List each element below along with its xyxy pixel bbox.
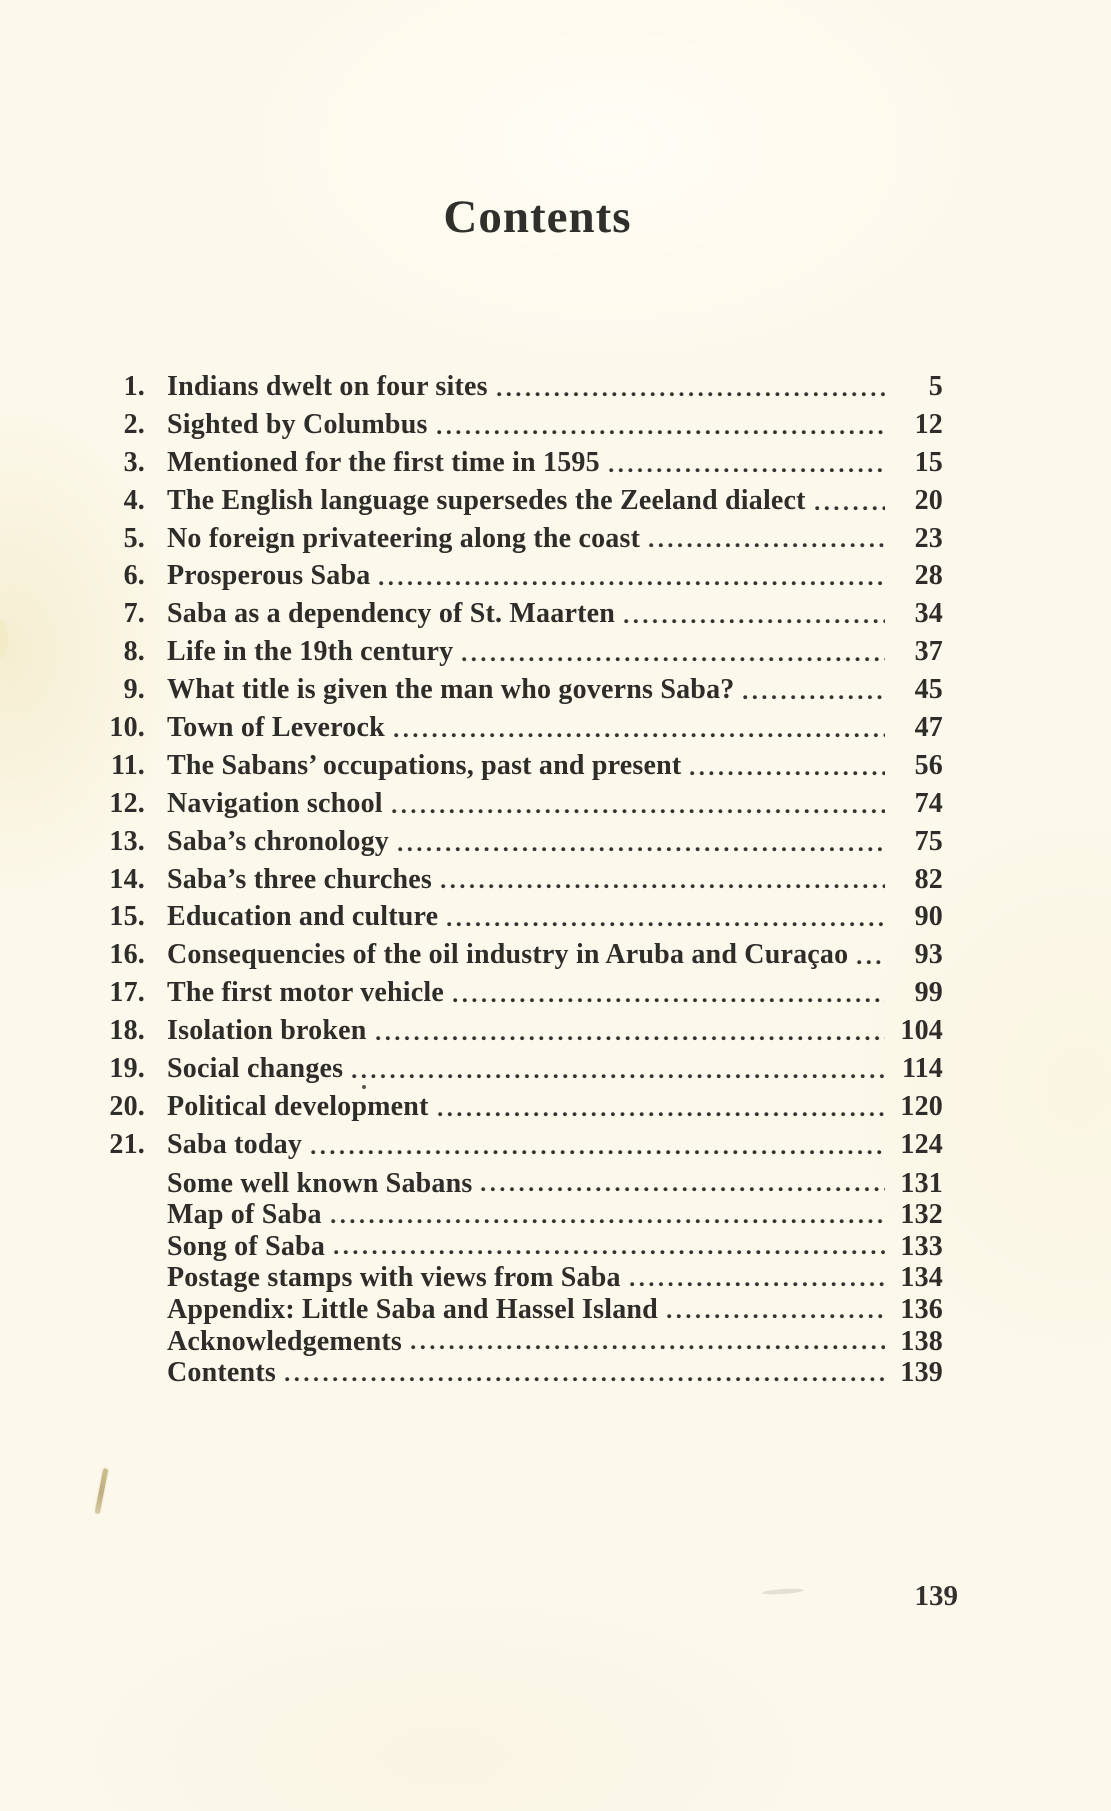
entry-number bbox=[105, 1326, 145, 1358]
entry-number bbox=[105, 1199, 145, 1231]
entry-title: Education and culture bbox=[167, 901, 439, 933]
entry-title: Mentioned for the first time in 1595 bbox=[167, 446, 600, 478]
entry-title: Saba’s three churches bbox=[167, 863, 433, 895]
toc-unnumbered-section bbox=[105, 1168, 943, 1389]
entry-title: What title is given the man who governs Saba? bbox=[167, 674, 735, 706]
leader-dots bbox=[374, 1012, 885, 1050]
entry-title: Saba today bbox=[167, 1128, 303, 1160]
entry-title: Saba as a dependency of St. Maarten bbox=[167, 598, 616, 630]
entry-page: 75 bbox=[914, 825, 943, 857]
leader-dots bbox=[436, 1088, 885, 1126]
entry-page: 134 bbox=[900, 1262, 943, 1294]
entry-number: 13. bbox=[109, 825, 145, 857]
entry-title: Town of Leverock bbox=[167, 712, 385, 744]
toc-entry bbox=[105, 861, 943, 899]
toc-entry bbox=[105, 898, 943, 936]
entry-number bbox=[105, 1262, 145, 1294]
leader-dots bbox=[479, 1168, 885, 1200]
entry-number: 4. bbox=[123, 484, 145, 516]
entry-number: 15. bbox=[109, 901, 145, 933]
entry-number: 21. bbox=[109, 1128, 145, 1160]
smudge-mark bbox=[762, 1588, 804, 1596]
entry-title: The English language supersedes the Zeeland dialect bbox=[167, 484, 806, 516]
toc-entry bbox=[105, 1199, 943, 1231]
entry-page: 131 bbox=[900, 1167, 943, 1199]
leader-dots bbox=[377, 557, 885, 595]
leader-dots bbox=[665, 1294, 885, 1326]
pen-mark bbox=[95, 1468, 109, 1514]
entry-title: Sighted by Columbus bbox=[167, 408, 428, 440]
entry-number bbox=[105, 1168, 145, 1200]
leader-dots bbox=[392, 709, 885, 747]
entry-number: 2. bbox=[123, 408, 145, 440]
leader-dots bbox=[495, 368, 885, 406]
entry-title: Postage stamps with views from Saba bbox=[167, 1262, 621, 1294]
entry-number: 14. bbox=[109, 863, 145, 895]
toc-entry bbox=[105, 1088, 943, 1126]
toc-entry bbox=[105, 785, 943, 823]
toc-entry bbox=[105, 1168, 943, 1200]
entry-page: 133 bbox=[900, 1230, 943, 1262]
leader-dots bbox=[435, 406, 885, 444]
entry-title: Isolation broken bbox=[167, 1015, 367, 1047]
toc-entry bbox=[105, 1262, 943, 1294]
entry-page: 124 bbox=[900, 1128, 943, 1160]
entry-title: Saba’s chronology bbox=[167, 825, 389, 857]
entry-page: 139 bbox=[900, 1357, 943, 1389]
entry-number: 10. bbox=[109, 712, 145, 744]
leader-dots bbox=[628, 1262, 885, 1294]
entry-title: The first motor vehicle bbox=[167, 977, 445, 1009]
entry-page: 20 bbox=[914, 484, 943, 516]
entry-page: 136 bbox=[900, 1294, 943, 1326]
entry-title: Social changes bbox=[167, 1053, 344, 1085]
entry-title: No foreign privateering along the coast bbox=[167, 522, 641, 554]
entry-page: 15 bbox=[914, 446, 943, 478]
entry-number: 6. bbox=[123, 560, 145, 592]
entry-number: 7. bbox=[123, 598, 145, 630]
entry-number: 9. bbox=[123, 674, 145, 706]
toc-entry bbox=[105, 1294, 943, 1326]
entry-number: 16. bbox=[109, 939, 145, 971]
entry-number bbox=[105, 1357, 145, 1389]
entry-number: 3. bbox=[123, 446, 145, 478]
entry-page: 37 bbox=[914, 636, 943, 668]
table-of-contents bbox=[105, 368, 943, 1389]
toc-entry bbox=[105, 1012, 943, 1050]
toc-entry bbox=[105, 1326, 943, 1358]
entry-number: 11. bbox=[110, 749, 145, 781]
entry-page: 90 bbox=[914, 901, 943, 933]
entry-page: 28 bbox=[914, 560, 943, 592]
entry-title: Prosperous Saba bbox=[167, 560, 371, 592]
entry-page: 82 bbox=[914, 863, 943, 895]
entry-title: Acknowledgements bbox=[167, 1325, 402, 1357]
toc-entry bbox=[105, 406, 943, 444]
toc-entry bbox=[105, 936, 943, 974]
toc-entry bbox=[105, 368, 943, 406]
toc-entry bbox=[105, 1357, 943, 1389]
toc-entry bbox=[105, 671, 943, 709]
entry-number: 1. bbox=[123, 371, 145, 402]
leader-dots bbox=[445, 898, 885, 936]
leader-dots bbox=[439, 861, 885, 899]
leader-dots bbox=[451, 974, 885, 1012]
entry-number: 18. bbox=[109, 1015, 145, 1047]
entry-page: 93 bbox=[914, 939, 943, 971]
toc-entry bbox=[105, 633, 943, 671]
entry-number: 8. bbox=[123, 636, 145, 668]
entry-number: 12. bbox=[109, 787, 145, 819]
leader-dots bbox=[390, 785, 885, 823]
leader-dots bbox=[309, 1126, 885, 1164]
entry-page: 5 bbox=[928, 371, 943, 402]
toc-entry bbox=[105, 557, 943, 595]
toc-entry bbox=[105, 595, 943, 633]
toc-entry bbox=[105, 823, 943, 861]
entry-title: Navigation school bbox=[167, 787, 383, 819]
leader-dots bbox=[813, 482, 885, 520]
entry-title: The Sabans’ occupations, past and present bbox=[167, 749, 682, 781]
entry-page: 114 bbox=[901, 1053, 943, 1085]
leader-dots bbox=[396, 823, 885, 861]
entry-number: 17. bbox=[109, 977, 145, 1009]
leader-dots bbox=[332, 1231, 885, 1263]
toc-entry bbox=[105, 1050, 943, 1088]
entry-page: 56 bbox=[914, 749, 943, 781]
entry-page: 138 bbox=[900, 1325, 943, 1357]
entry-page: 45 bbox=[914, 674, 943, 706]
entry-page: 12 bbox=[914, 408, 943, 440]
toc-entry bbox=[105, 974, 943, 1012]
page-title: Contents bbox=[443, 191, 632, 244]
entry-title: Political development bbox=[167, 1090, 429, 1122]
entry-number bbox=[105, 1294, 145, 1326]
leader-dots bbox=[460, 633, 885, 671]
ink-speck bbox=[362, 1085, 366, 1089]
entry-page: 47 bbox=[914, 712, 943, 744]
leader-dots bbox=[688, 747, 885, 785]
entry-number: 20. bbox=[109, 1090, 145, 1122]
entry-page: 120 bbox=[900, 1090, 943, 1122]
toc-entry bbox=[105, 1126, 943, 1164]
toc-entry bbox=[105, 1231, 943, 1263]
leader-dots bbox=[622, 595, 885, 633]
entry-title: Consequencies of the oil industry in Aruba and Curaçao bbox=[167, 939, 849, 971]
leader-dots bbox=[329, 1199, 885, 1231]
leader-dots bbox=[855, 936, 885, 974]
entry-title: Appendix: Little Saba and Hassel Island bbox=[167, 1294, 658, 1326]
entry-title: Contents bbox=[167, 1357, 276, 1389]
toc-entry bbox=[105, 747, 943, 785]
toc-entry bbox=[105, 520, 943, 558]
entry-number: 19. bbox=[109, 1053, 145, 1085]
toc-entry bbox=[105, 709, 943, 747]
entry-title: Life in the 19th century bbox=[167, 636, 454, 668]
entry-page: 104 bbox=[900, 1015, 943, 1047]
leader-dots bbox=[350, 1050, 885, 1088]
leader-dots bbox=[741, 671, 885, 709]
leader-dots bbox=[607, 444, 885, 482]
entry-title: Some well known Sabans bbox=[167, 1167, 473, 1199]
page-number: 139 bbox=[914, 1580, 958, 1612]
entry-number bbox=[105, 1231, 145, 1263]
toc-entry bbox=[105, 482, 943, 520]
entry-page: 74 bbox=[914, 787, 943, 819]
leader-dots bbox=[409, 1326, 885, 1358]
leader-dots bbox=[283, 1357, 885, 1389]
entry-title: Map of Saba bbox=[167, 1199, 322, 1231]
leader-dots bbox=[647, 520, 885, 558]
entry-page: 99 bbox=[914, 977, 943, 1009]
entry-page: 132 bbox=[900, 1199, 943, 1231]
entry-page: 34 bbox=[914, 598, 943, 630]
edge-smudge bbox=[0, 620, 8, 658]
toc-entry bbox=[105, 444, 943, 482]
entry-title: Indians dwelt on four sites bbox=[167, 371, 488, 402]
entry-page: 23 bbox=[914, 522, 943, 554]
entry-number: 5. bbox=[123, 522, 145, 554]
entry-title: Song of Saba bbox=[167, 1230, 326, 1262]
